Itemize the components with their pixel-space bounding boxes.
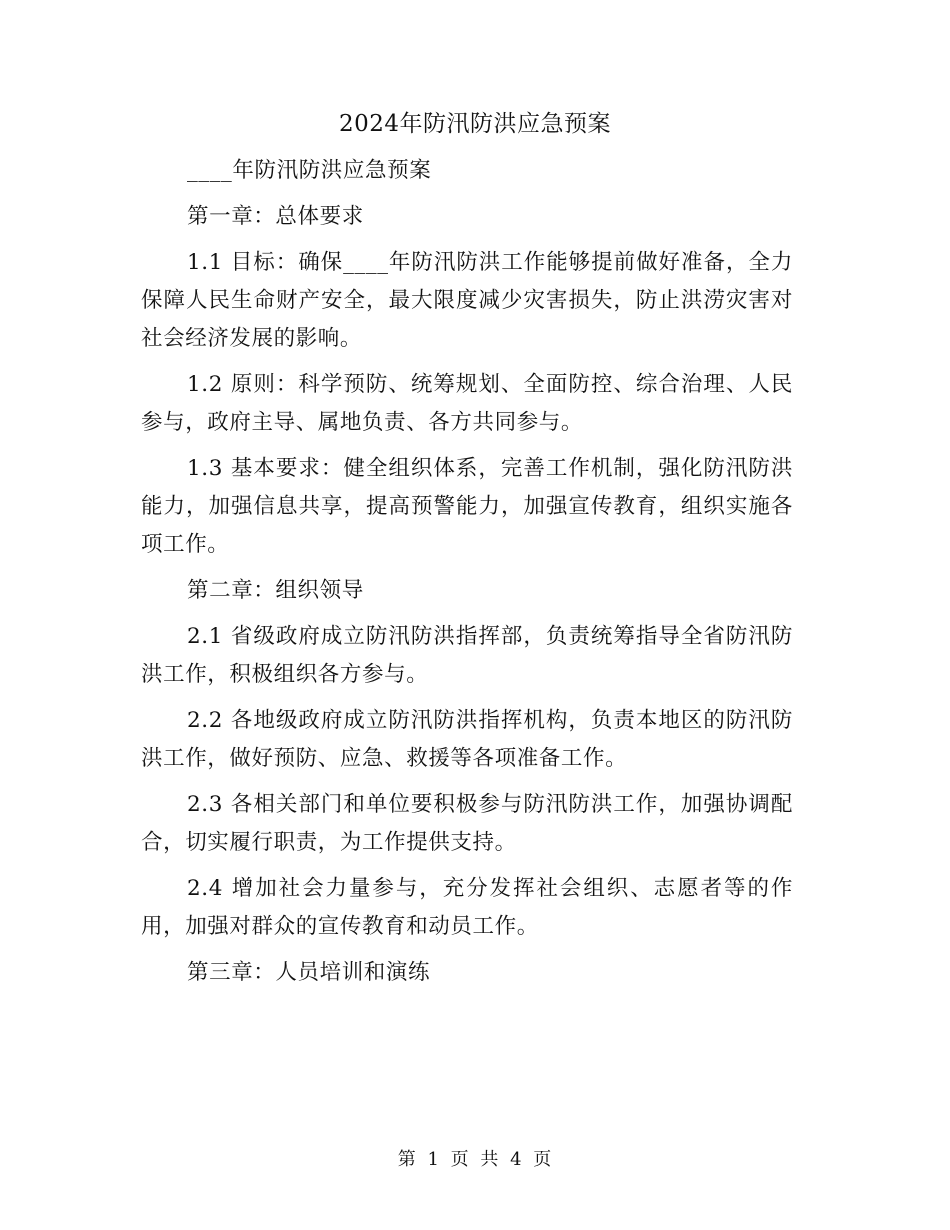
chapter-heading-3: 第三章：人员培训和演练 [187,960,431,985]
paragraph-subtitle: ____年防汛防洪应急预案 [187,158,432,183]
chapter-heading-2: 第二章：组织领导 [187,578,364,603]
paragraph-1-3: 1.3 基本要求：健全组织体系，完善工作机制，强化防汛防洪能力，加强信息共享，提高预警能力，加强宣传教育，组织实施各项工作。 [141,456,793,557]
chapter-heading-1: 第一章：总体要求 [187,204,364,229]
paragraph-2-1: 2.1 省级政府成立防汛防洪指挥部，负责统筹指导全省防汛防洪工作，积极组织各方参与。 [141,624,793,687]
document-body [141,152,793,1000]
paragraph-2-2: 2.2 各地级政府成立防汛防洪指挥机构，负责本地区的防汛防洪工作，做好预防、应急、救援等各项准备工作。 [141,708,793,771]
page-footer: 第 1 页 共 4 页 [397,1149,553,1170]
paragraph-1-1: 1.1 目标：确保____年防汛防洪工作能够提前做好准备，全力保障人民生命财产安全，最大限度减少灾害损失，防止洪涝灾害对社会经济发展的影响。 [141,250,793,351]
paragraph-2-4: 2.4 增加社会力量参与，充分发挥社会组织、志愿者等的作用，加强对群众的宣传教育和动员工作。 [141,876,793,939]
paragraph-1-2: 1.2 原则：科学预防、统筹规划、全面防控、综合治理、人民参与，政府主导、属地负责、各方共同参与。 [141,372,793,435]
document-title: 2024年防汛防洪应急预案 [338,111,612,137]
paragraph-2-3: 2.3 各相关部门和单位要积极参与防汛防洪工作，加强协调配合，切实履行职责，为工作提供支持。 [141,792,793,855]
